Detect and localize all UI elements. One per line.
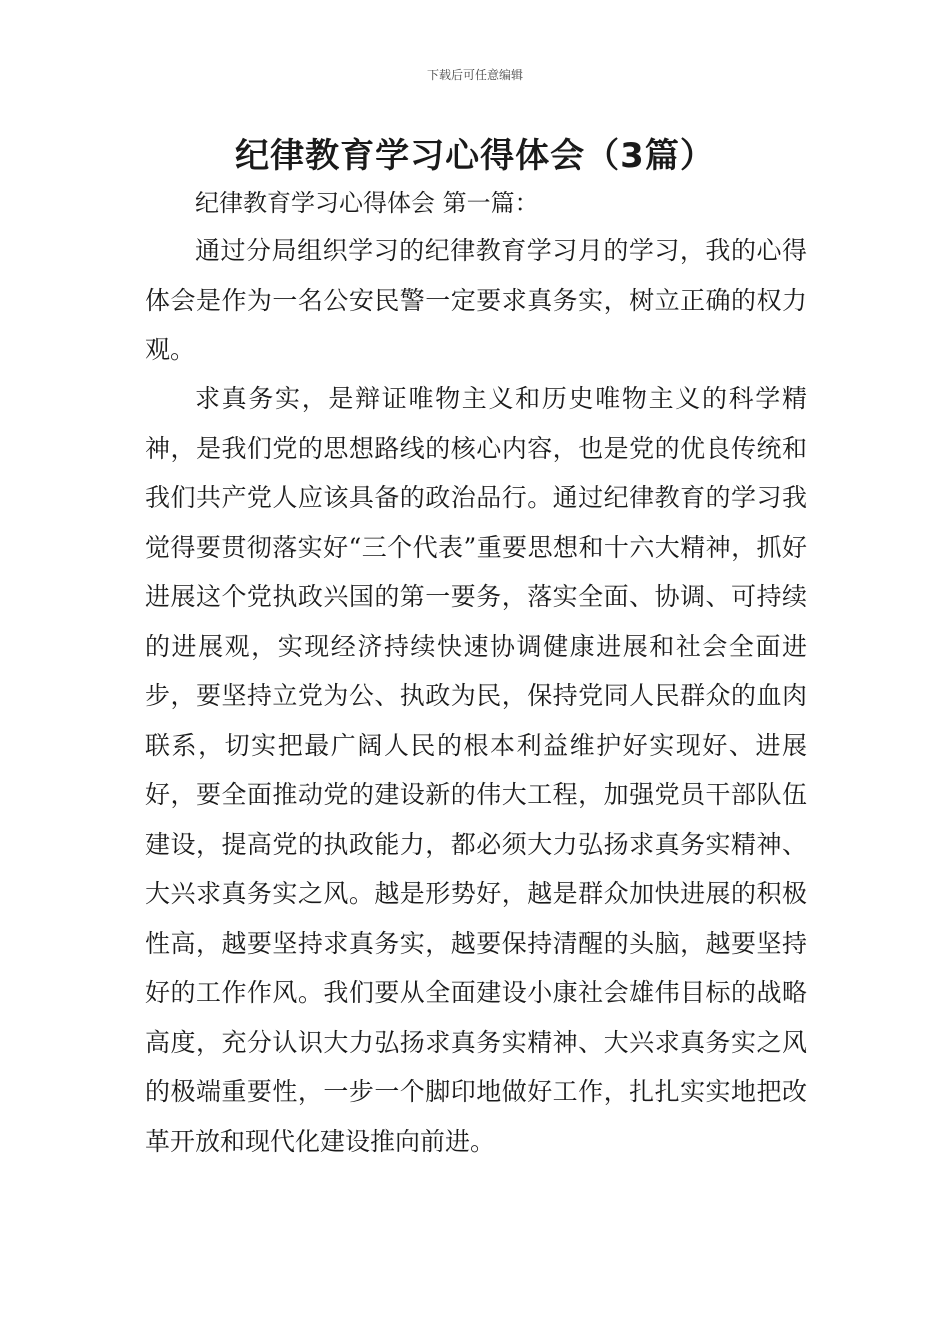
section-heading: 纪律教育学习心得体会 第一篇： [195,189,539,217]
body-paragraph-1: 通过分局组织学习的纪律教育学习月的学习，我的心得体会是作为一名公安民警一定要求真务实，树立正确的权力观。 [145,236,807,364]
header-note: 下载后可任意编辑 [426,68,523,82]
body-paragraph-2: 求真务实，是辩证唯物主义和历史唯物主义的科学精神，是我们党的思想路线的核心内容，也是党的优良传统和我们共产党人应该具备的政治品行。通过纪律教育的学习我觉得要贯彻落实好“三个代表”重要思想和十六大精神，抓好进展这个党执政兴国的第一要务，落实全面、协调、可持续的进展观，实现经济持续快速协调健康进展和社会全面进步，要坚持立党为公、执政为民，保持党同人民群众的血肉联系，切实把最广阔人民的根本利益维护好实现好、进展好，要全面推动党的建设新的伟大工程，加强党员干部队伍建设，提高党的执政能力，都必须大力弘扬求真务实精神、大兴求真务实之风。越是形势好，越是群众加快进展的积极性高，越要坚持求真务实，越要保持清醒的头脑，越要坚持好的工作作风。我们要从全面建设小康社会雄伟目标的战略高度，充分认识大力弘扬求真务实精神、大兴求真务实之风的极端重要性，一步一个脚印地做好工作，扎扎实实地把改革开放和现代化建设推向前进。 [145,384,807,1156]
document-title: 纪律教育学习心得体会（3篇） [235,136,715,176]
